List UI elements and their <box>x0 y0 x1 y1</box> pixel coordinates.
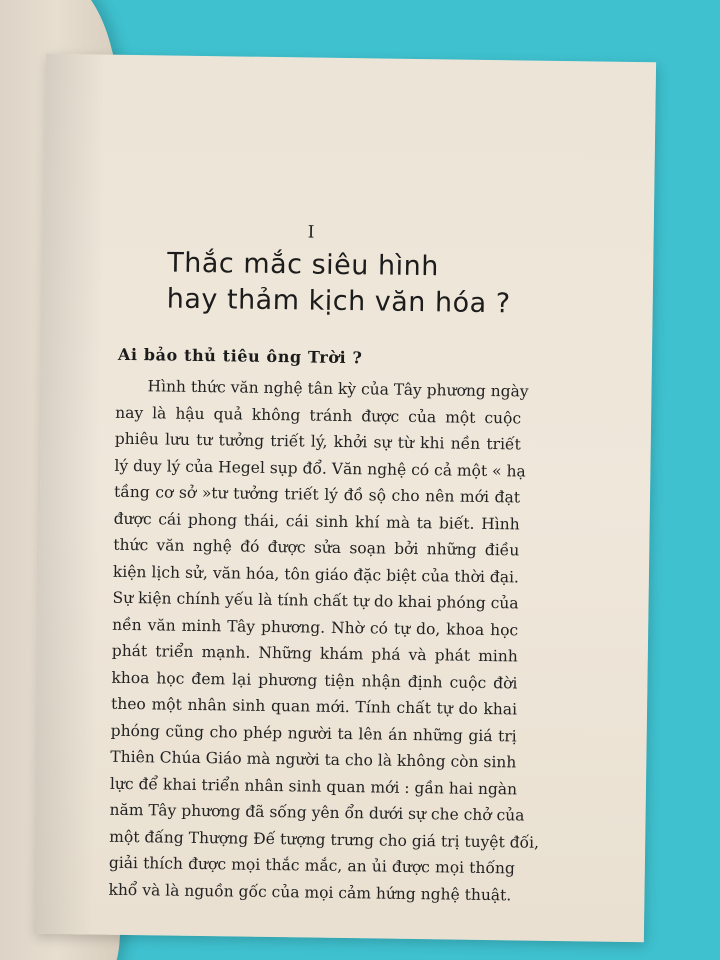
body-line: kiện lịch sử, văn hóa, tôn giáo đặc biệt của thời đại. <box>112 562 520 586</box>
body-line: Hình thức văn nghệ tân kỳ của Tây phương ngày <box>147 377 529 401</box>
body-line: khổ và là nguồn gốc của mọi cảm hứng nghệ thuật. <box>108 880 512 904</box>
body-line: Thiên Chúa Giáo mà người ta cho là không còn sinh <box>110 747 517 772</box>
book-page <box>34 54 656 942</box>
body-line: theo một nhân sinh quan mới. Tính chất tự do khai <box>110 694 518 719</box>
chapter-title-line-2: hay thảm kịch văn hóa ? <box>166 283 511 320</box>
body-line: nền văn minh Tây phương. Nhờ có tự do, khoa học <box>112 615 519 639</box>
body-line: được cái phong thái, cái sinh khí mà ta biết. Hình <box>113 509 520 533</box>
body-line: khoa học đem lại phương tiện nhận định cuộc đời <box>111 668 518 692</box>
body-line: năm Tây phương đã sống yên ổn dưới sự che chở của <box>109 800 525 825</box>
body-text <box>108 373 540 909</box>
body-line: một đấng Thượng Đế tượng trưng cho giá trị tuyệt đối, <box>109 827 540 852</box>
body-line: thức văn nghệ đó được sửa soạn bởi những điều <box>113 535 520 560</box>
chapter-number: I <box>307 222 315 243</box>
body-line: giải thích được mọi thắc mắc, an ủi được mọi thống <box>108 853 515 878</box>
body-line: tầng cơ sở »tư tưởng triết lý đồ sộ cho nên mới đạt <box>113 482 521 507</box>
section-heading: Ai bảo thủ tiêu ông Trời ? <box>117 344 363 368</box>
body-line: lý duy lý của Hegel sụp đổ. Văn nghệ có cả một « hạ <box>114 456 526 481</box>
chapter-title-line-1: Thắc mắc siêu hình <box>167 247 440 283</box>
body-line: lực để khai triển nhân sinh quan mới : gần hai ngàn <box>109 774 518 798</box>
chapter-title <box>167 245 512 322</box>
body-line: nay là hậu quả không tránh được của một cuộc <box>115 403 522 427</box>
body-line: phóng cũng cho phép người ta lên án những giá trị <box>110 721 517 745</box>
body-line: phiêu lưu tư tưởng triết lý, khởi sự từ khi nền triết <box>114 429 521 454</box>
body-line: Sự kiện chính yếu là tính chất tự do khai phóng của <box>112 588 519 613</box>
body-line: phát triển mạnh. Những khám phá và phát minh <box>111 641 518 666</box>
